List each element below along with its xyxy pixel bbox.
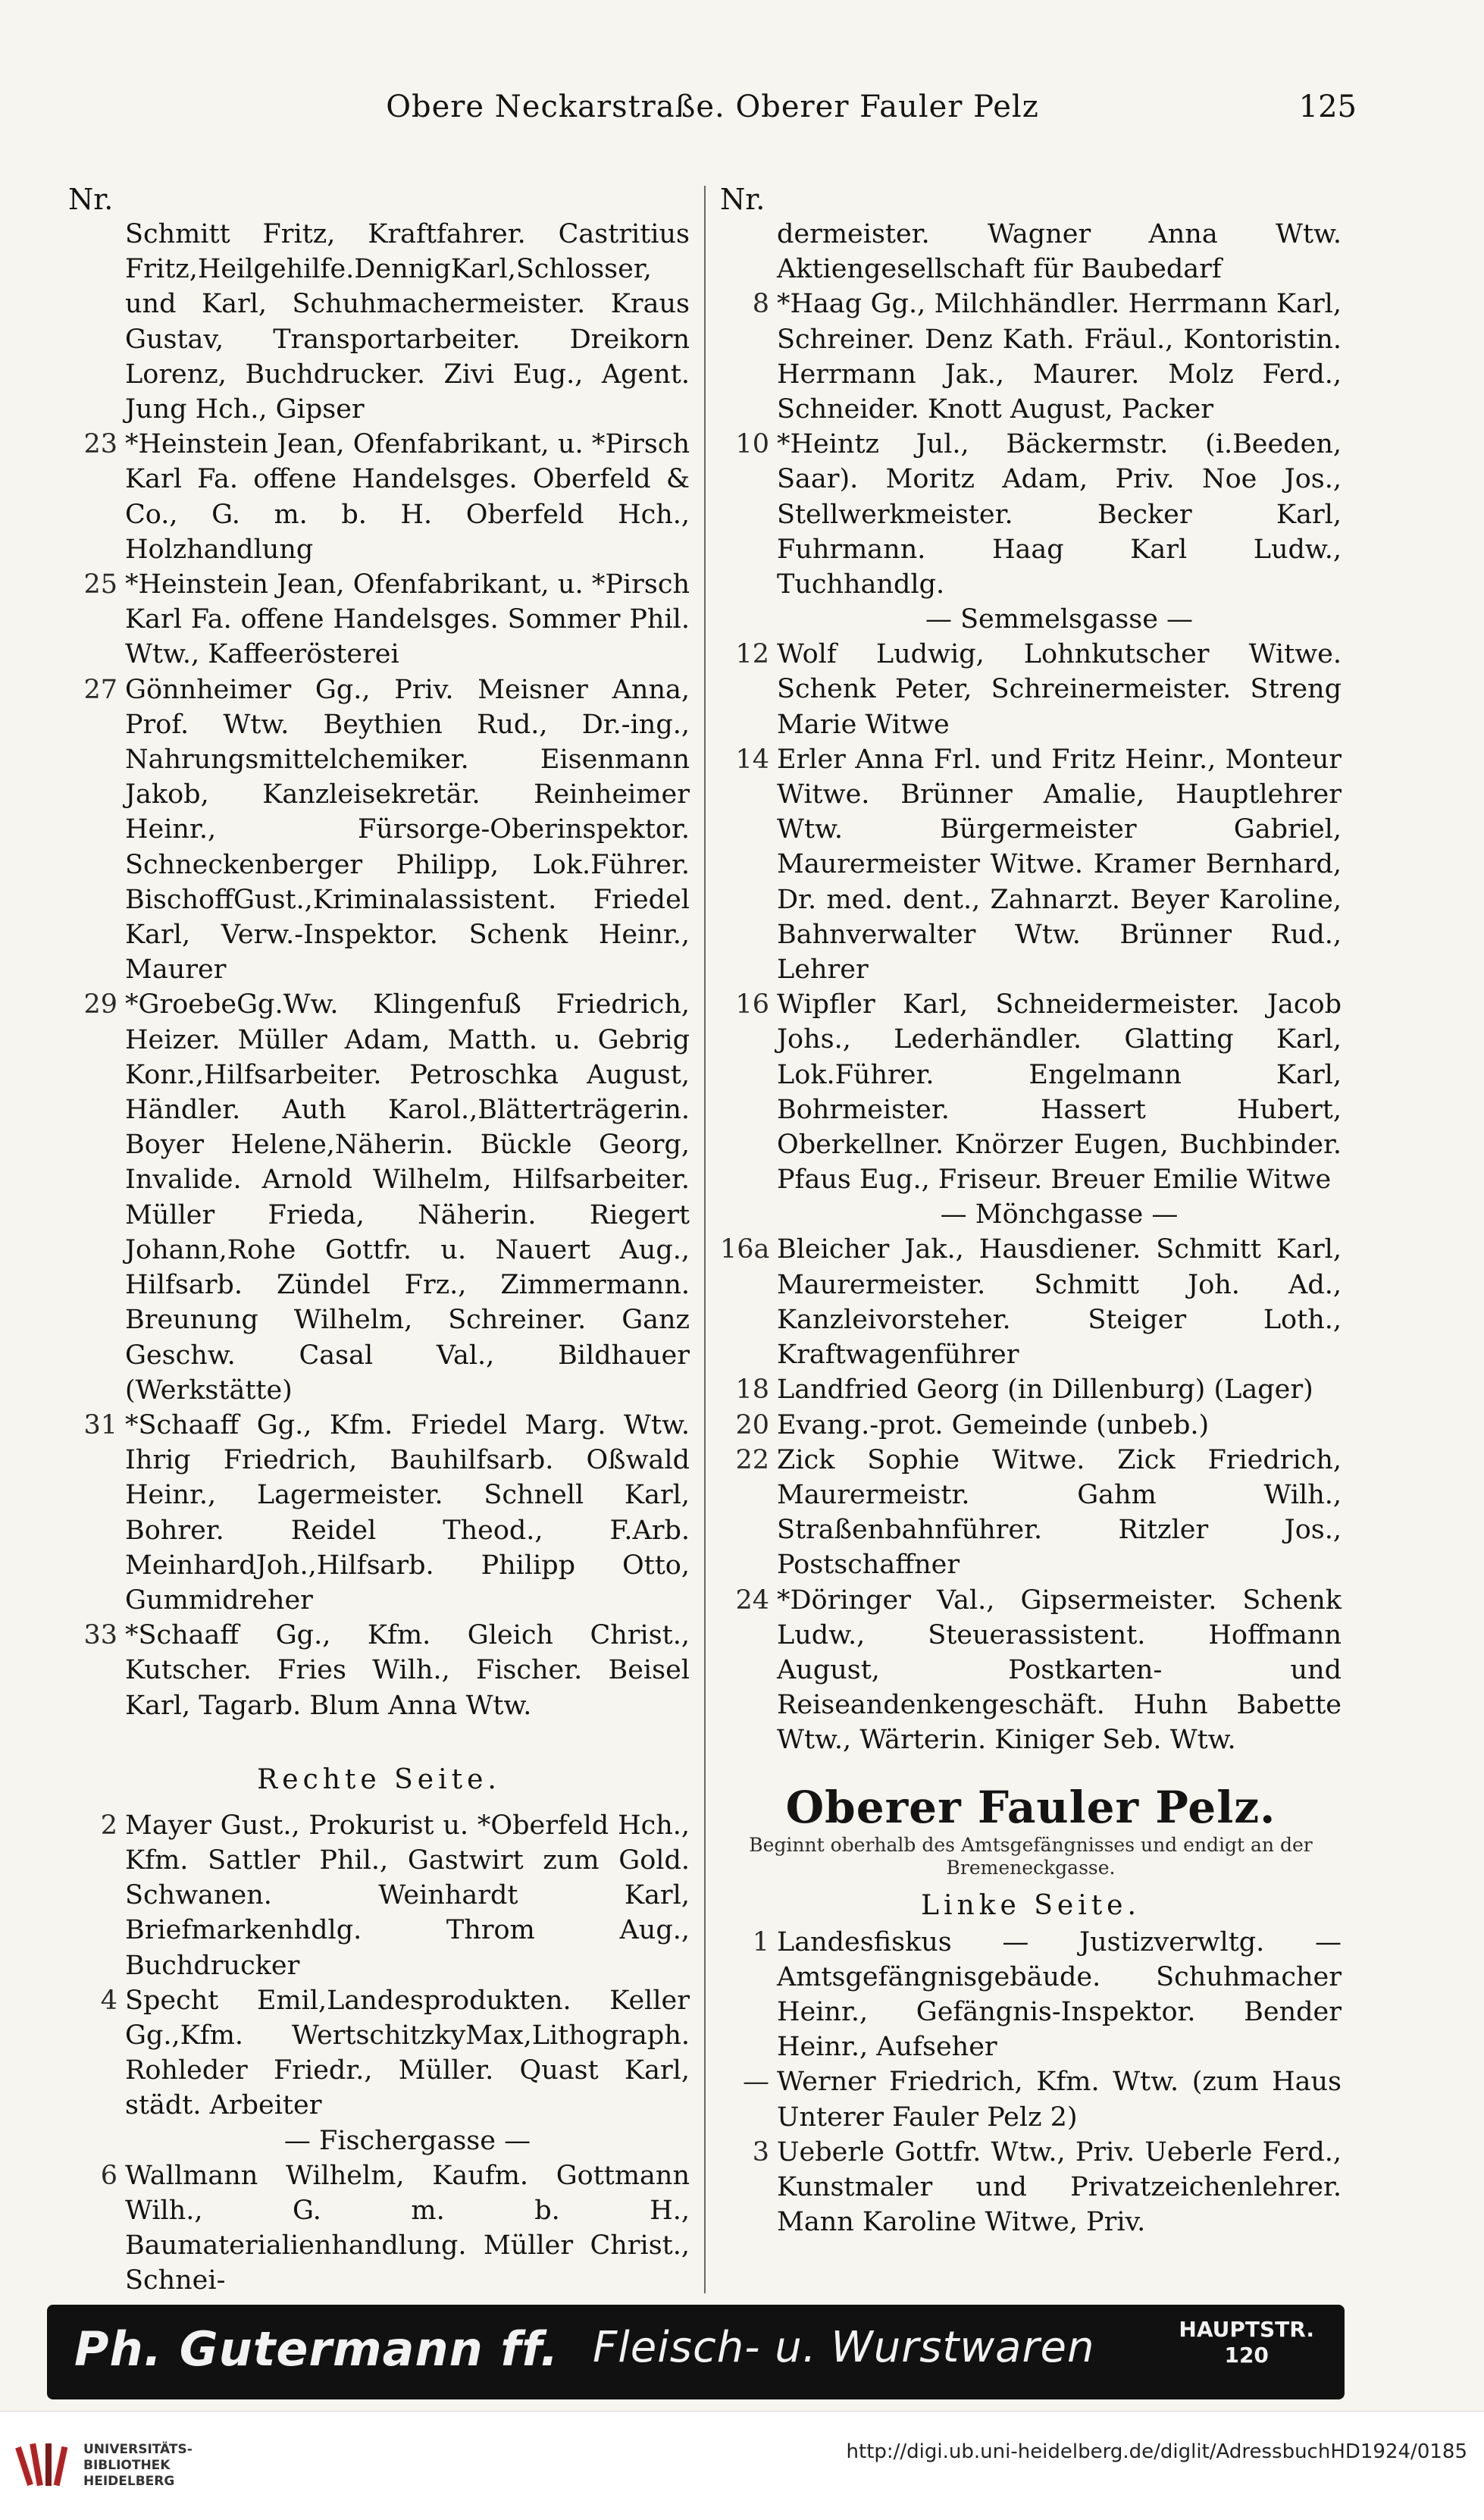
spacer	[68, 1799, 690, 1808]
entry-text: dermeister. Wagner Anna Wtw. Aktiengesellschaft für Baubedarf	[777, 219, 1342, 285]
entry-text: Evang.-prot. Gemeinde (unbeb.)	[777, 1409, 1210, 1440]
page-number: 125	[1298, 89, 1357, 124]
house-number: 6	[100, 2160, 117, 2191]
house-number: 14	[735, 744, 769, 775]
entry-text: Werner Friedrich, Kfm. Wtw. (zum Haus Unterer Fauler Pelz 2)	[777, 2067, 1342, 2133]
list-item	[720, 1583, 1342, 1758]
list-item	[720, 1443, 1342, 1583]
nr-label: Nr.	[68, 183, 114, 216]
house-number: 16a	[720, 1234, 770, 1265]
list-item	[68, 1408, 690, 1618]
list-item	[68, 1983, 690, 2124]
house-number: 3	[752, 2136, 769, 2167]
list-item	[720, 1925, 1342, 2065]
house-number: —	[743, 2067, 769, 2098]
entry-text: *GroebeGg.Ww. Klingenfuß Friedrich, Heizer. Müller Adam, Matth. u. Gebrig Konr.,Hilfsarbeiter. Petroschka August, Händler. Auth Karol.,Blätterträgerin. Boyer Helene,Näherin. Bückle Georg, Invalide. Arnold Wilhelm, Hilfsarbeiter. Müller Frieda, Näherin. Riegert Johann,Rohe Gottfr. u. Nauert Aug., Hilfsarb. Zündel Frz., Zimmermann. Breunung Wilhelm, Schreiner. Ganz Geschw. Casal Val., Bildhauer (Werkstätte)	[125, 989, 690, 1406]
list-item	[720, 742, 1342, 987]
list-item	[68, 987, 690, 1407]
ad-house-number: 120	[1224, 2343, 1269, 2368]
list-item	[720, 1232, 1342, 1372]
house-number: 2	[100, 1810, 117, 1841]
spacer	[68, 1723, 690, 1761]
house-number: 33	[83, 1620, 117, 1651]
ad-company-name: Ph. Gutermann ff.	[74, 2321, 559, 2377]
list-item	[720, 637, 1342, 742]
library-logo-icon	[14, 2436, 74, 2496]
running-head	[68, 89, 1357, 135]
entry-text: Wallmann Wilhelm, Kaufm. Gottmann Wilh., G. m. b. H., Baumaterialienhandlung. Müller Christ., Schnei-	[125, 2160, 690, 2296]
column-divider	[704, 186, 706, 2293]
entry-text: Bleicher Jak., Hausdiener. Schmitt Karl, Maurermeister. Schmitt Joh. Ad., Kanzleivorsteher. Steiger Loth., Kraftwagenführer	[777, 1234, 1342, 1371]
house-number: 29	[83, 989, 117, 1020]
house-number: 18	[735, 1374, 769, 1406]
entry-text: Wolf Ludwig, Lohnkutscher Witwe. Schenk Peter, Schreinermeister. Streng Marie Witwe	[777, 639, 1342, 740]
house-number: 1	[752, 1926, 769, 1957]
list-item	[720, 2135, 1342, 2240]
entry-text: Zick Sophie Witwe. Zick Friedrich, Maurermeistr. Gahm Wilh., Straßenbahnführer. Ritzler Jos., Postschaffner	[777, 1444, 1342, 1581]
entry-text: *Schaaff Gg., Kfm. Friedel Marg. Wtw. Ihrig Friedrich, Bauhilfsarb. Oßwald Heinr., Lagermeister. Schnell Karl, Bohrer. Reidel Theod., F.Arb. MeinhardJoh.,Hilfsarb. Philipp Otto, Gummidreher	[125, 1409, 690, 1616]
house-number: 8	[752, 289, 769, 320]
page-title: Obere Neckarstraße. Oberer Fauler Pelz	[386, 89, 1039, 124]
street-title: Oberer Fauler Pelz.	[785, 1781, 1276, 1833]
house-number: 12	[735, 639, 769, 670]
street-description: Beginnt oberhalb des Amtsgefängnisses und endigt an der Bremeneckgasse.	[749, 1833, 1313, 1879]
source-url-link[interactable]: http://digi.ub.uni-heidelberg.de/diglit/AdressbuchHD1924/0185	[846, 2440, 1467, 2463]
house-number: 22	[735, 1444, 769, 1475]
entry-text: *Heinstein Jean, Ofenfabrikant, u. *Pirsch Karl Fa. offene Handelsges. Sommer Phil. Wtw., Kaffeerösterei	[125, 569, 690, 670]
section-heading: Linke Seite.	[921, 1889, 1141, 1921]
spacer	[720, 1879, 1342, 1887]
list-item	[68, 217, 690, 427]
institution-line: UNIVERSITÄTS-	[83, 2442, 193, 2457]
list-item	[720, 217, 1342, 287]
entry-text: Landesfiskus — Justizverwltg. — Amtsgefängnisgebäude. Schuhmacher Heinr., Gefängnis-Inspektor. Bender Heinr., Aufseher	[777, 1926, 1342, 2063]
lane-divider: — Mönchgasse —	[940, 1199, 1179, 1230]
list-item	[68, 1618, 690, 1723]
nr-label: Nr.	[720, 183, 765, 216]
list-item	[68, 672, 690, 988]
left-column	[68, 182, 690, 2298]
list-item	[68, 1808, 690, 1983]
entry-text: Schmitt Fritz, Kraftfahrer. Castritius Fritz,Heilgehilfe.DennigKarl,Schlosser, und Karl, Schuhmachermeister. Kraus Gustav, Transportarbeiter. Dreikorn Lorenz, Buchdrucker. Zivi Eug., Agent. Jung Hch., Gipser	[125, 219, 690, 425]
house-number: 4	[100, 1985, 117, 2016]
entry-text: *Schaaff Gg., Kfm. Gleich Christ., Kutscher. Fries Wilh., Fischer. Beisel Karl, Tagarb. Blum Anna Wtw.	[125, 1620, 690, 1721]
entry-text: Landfried Georg (in Dillenburg) (Lager)	[777, 1374, 1313, 1406]
entry-text: Gönnheimer Gg., Priv. Meisner Anna, Prof. Wtw. Beythien Rud., Dr.-ing., Nahrungsmittelchemiker. Eisenmann Jakob, Kanzleisekretär. Reinheimer Heinr., Fürsorge-Oberinspektor. Schneckenberger Philipp, Lok.Führer. BischoffGust.,Kriminalassistent. Friedel Karl, Verw.-Inspektor. Schenk Heinr., Maurer	[125, 674, 690, 986]
house-number: 31	[83, 1409, 117, 1440]
list-item	[720, 987, 1342, 1197]
entry-text: Specht Emil,Landesprodukten. Keller Gg.,Kfm. WertschitzkyMax,Lithograph. Rohleder Friedr., Müller. Quast Karl, städt. Arbeiter	[125, 1985, 690, 2121]
list-item	[68, 567, 690, 672]
house-number: 25	[83, 569, 117, 600]
entry-text: Ueberle Gottfr. Wtw., Priv. Ueberle Ferd., Kunstmaler und Privatzeichenlehrer. Mann Karoline Witwe, Priv.	[777, 2136, 1342, 2238]
institution-line: HEIDELBERG	[83, 2474, 175, 2489]
house-number: 16	[735, 989, 769, 1020]
ad-address	[1179, 2317, 1314, 2368]
house-number: 10	[735, 429, 769, 460]
ad-street: HAUPTSTR.	[1179, 2317, 1314, 2342]
advertisement-banner	[47, 2305, 1345, 2399]
digitization-footer	[0, 2411, 1484, 2520]
house-number: 20	[735, 1409, 769, 1440]
lane-divider: — Fischergasse —	[283, 2125, 531, 2156]
institution-line: BIBLIOTHEK	[83, 2458, 171, 2473]
entry-text: Erler Anna Frl. und Fritz Heinr., Monteur Witwe. Brünner Amalie, Hauptlehrer Wtw. Bürgermeister Gabriel, Maurermeister Witwe. Kramer Bernhard, Dr. med. dent., Zahnarzt. Beyer Karoline, Bahnverwalter Wtw. Brünner Rud., Lehrer	[777, 744, 1342, 986]
entry-text: *Heintz Jul., Bäckermstr. (i.Beeden, Saar). Moritz Adam, Priv. Noe Jos., Stellwerkmeister. Becker Karl, Fuhrmann. Haag Karl Ludw., Tuchhandlg.	[777, 429, 1342, 600]
section-heading: Rechte Seite.	[257, 1763, 501, 1795]
list-item	[720, 427, 1342, 602]
entry-text: *Haag Gg., Milchhändler. Herrmann Karl, Schreiner. Denz Kath. Fräul., Kontoristin. Herrmann Jak., Maurer. Molz Ferd., Schneider. Knott August, Packer	[777, 289, 1342, 425]
ad-goods: Fleisch- u. Wurstwaren	[593, 2323, 1095, 2372]
list-item	[68, 427, 690, 567]
house-number: 24	[735, 1584, 769, 1616]
lane-divider: — Semmelsgasse —	[925, 604, 1194, 635]
entry-text: Wipfler Karl, Schneidermeister. Jacob Johs., Lederhändler. Glatting Karl, Lok.Führer. Engelmann Karl, Bohrmeister. Hassert Hubert, Oberkellner. Knörzer Eugen, Buchbinder. Pfaus Eug., Friseur. Breuer Emilie Witwe	[777, 989, 1342, 1196]
entry-text: *Heinstein Jean, Ofenfabrikant, u. *Pirsch Karl Fa. offene Handelsges. Oberfeld & Co., G. m. b. H. Oberfeld Hch., Holzhandlung	[125, 429, 690, 565]
list-item	[720, 287, 1342, 427]
house-number: 23	[83, 429, 117, 460]
list-item	[68, 2158, 690, 2299]
institution-name	[83, 2442, 193, 2490]
entry-text: *Döringer Val., Gipsermeister. Schenk Ludw., Steuerassistent. Hoffmann August, Postkarten- und Reiseandenkengeschäft. Huhn Babette Wtw., Wärterin. Kiniger Seb. Wtw.	[777, 1584, 1342, 1756]
entry-text: Mayer Gust., Prokurist u. *Oberfeld Hch., Kfm. Sattler Phil., Gastwirt zum Gold. Schwanen. Weinhardt Karl, Briefmarkenhdlg. Throm Aug., Buchdrucker	[125, 1810, 690, 1981]
list-item	[720, 2064, 1342, 2134]
house-number: 27	[83, 674, 117, 705]
list-item	[720, 1408, 1342, 1443]
right-column	[720, 182, 1342, 2239]
list-item	[720, 1372, 1342, 1407]
